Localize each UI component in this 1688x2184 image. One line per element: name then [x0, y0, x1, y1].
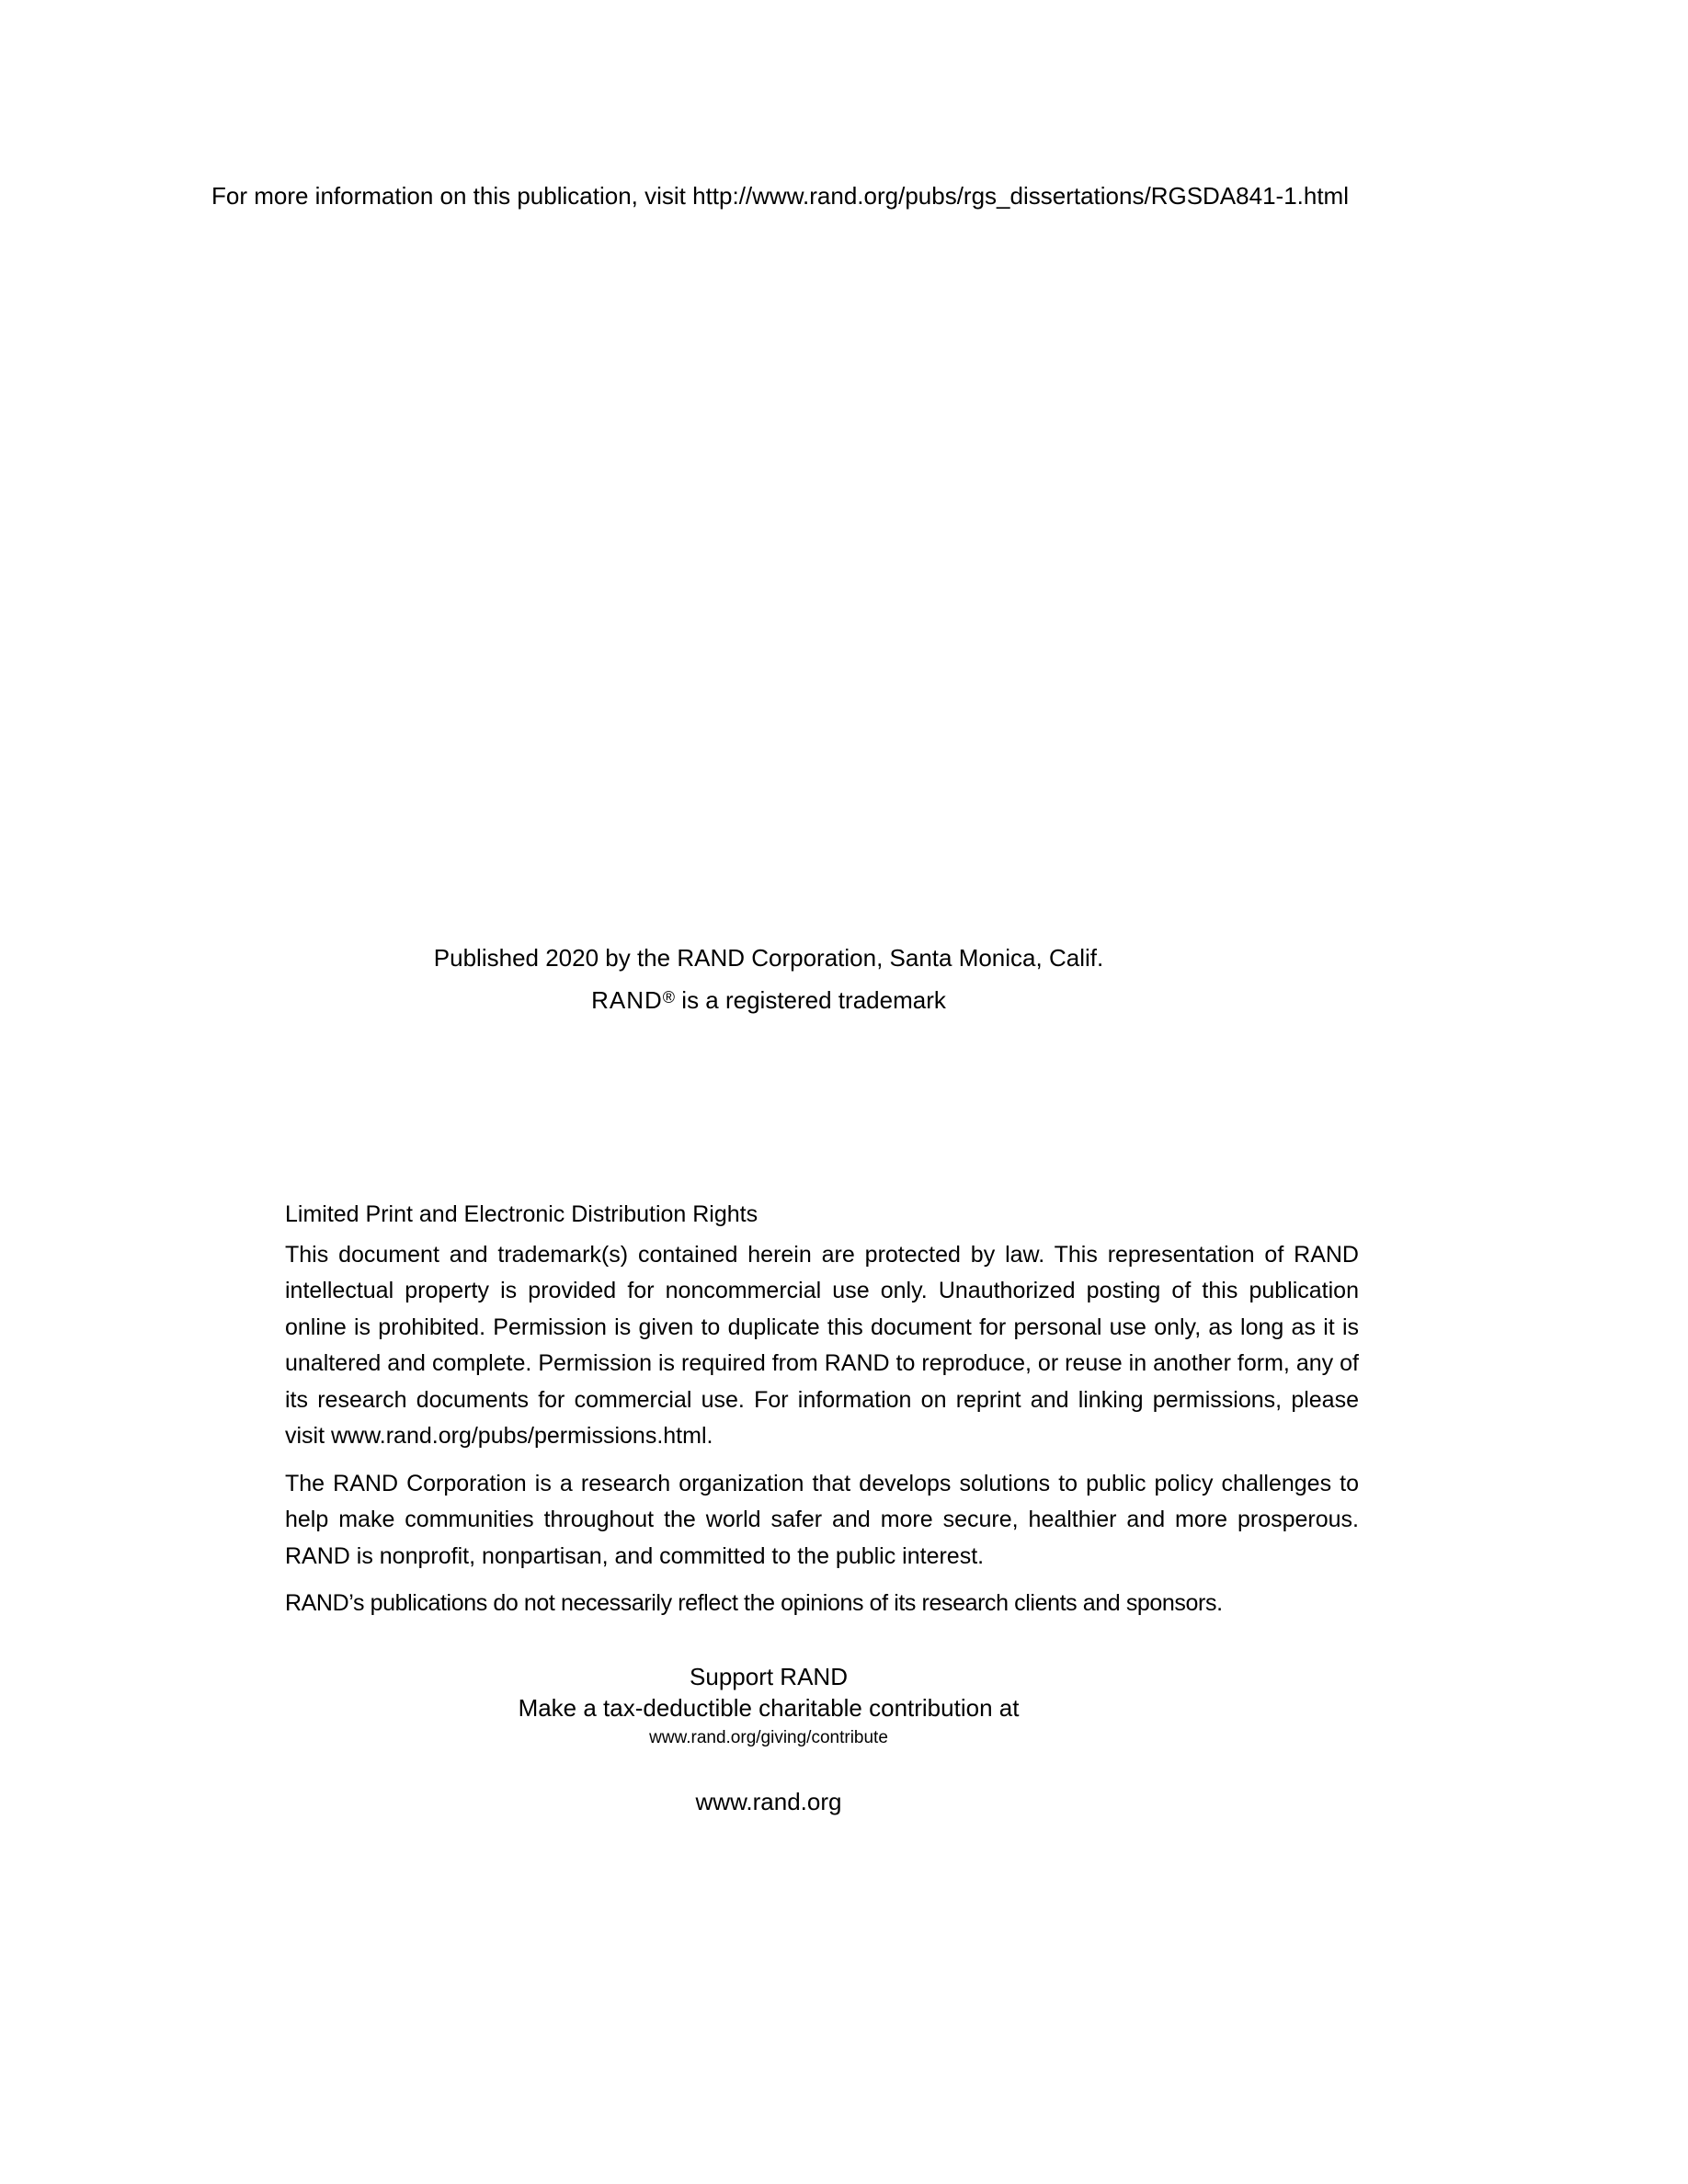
rights-paragraph: This document and trademark(s) contained herein are protected by law. This representation of RAND intellectual property is provided for noncommercial use only. Unauthorized posting of this publication online is prohibited. Permission is given to duplicate this document for personal use only, as long as it is unaltered and complete. Permission is required from RAND to reproduce, or reuse in another form, any of its research documents for commercial use. For information on reprint and linking permissions, please visit www.rand.org/pubs/permissions.html.	[285, 1241, 1359, 1449]
publication-info-link-text[interactable]: For more information on this publication, visit http://www.rand.org/pubs/rgs_dissertations/RGSDA841-1.html	[211, 182, 1349, 210]
rand-mission-paragraph: The RAND Corporation is a research organization that develops solutions to public policy challenges to help make communities throughout the world safer and more secure, healthier and more prosperous. RAND is nonprofit, nonpartisan, and committed to the public interest.	[285, 1470, 1359, 1569]
published-statement: Published 2020 by the RAND Corporation, Santa Monica, Calif.	[433, 944, 1104, 972]
rand-website-link[interactable]: www.rand.org	[695, 1788, 842, 1815]
trademark-statement	[0, 986, 1537, 1015]
contribute-link[interactable]: www.rand.org/giving/contribute	[649, 1728, 888, 1747]
trademark-text: is a registered trademark	[675, 986, 946, 1014]
support-title: Support RAND	[690, 1663, 848, 1690]
rights-heading: Limited Print and Electronic Distribution Rights	[285, 1201, 758, 1227]
distribution-rights-section	[285, 1197, 1359, 1622]
support-section	[0, 1661, 1537, 1753]
registered-mark: ®	[662, 988, 676, 1007]
disclaimer-paragraph: RAND’s publications do not necessarily reflect the opinions of its research clients and sponsors.	[285, 1590, 1223, 1616]
support-text: Make a tax-deductible charitable contribution at	[518, 1694, 1020, 1722]
rand-wordmark: RAND	[591, 986, 663, 1014]
